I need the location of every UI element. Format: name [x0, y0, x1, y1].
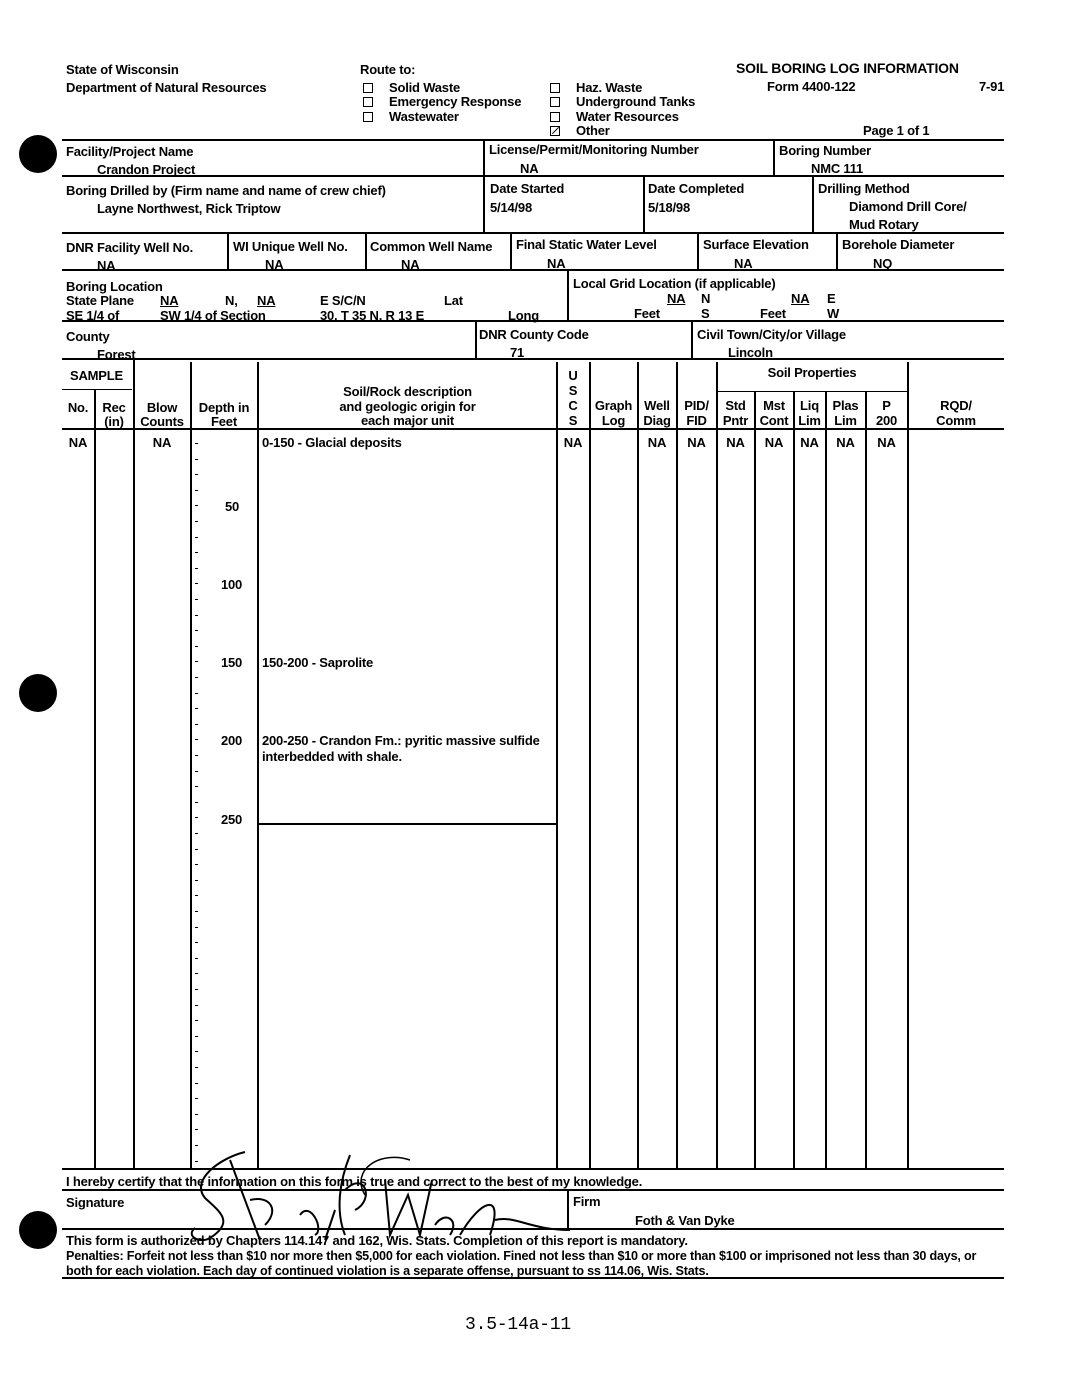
depth-tick — [195, 677, 198, 678]
boring-number-value: NMC 111 — [811, 161, 864, 176]
sample-label: SAMPLE — [70, 368, 123, 383]
col-rec-header-1: Rec — [102, 400, 126, 415]
form-title: SOIL BORING LOG INFORMATION — [736, 60, 959, 76]
row-uscs-value: NA — [563, 435, 583, 450]
borehole-diameter-label: Borehole Diameter — [842, 237, 955, 252]
depth-tick — [195, 661, 198, 662]
route-emergency-response: Emergency Response — [363, 94, 521, 109]
depth-tick — [195, 1051, 198, 1052]
col-p200-header-1: P — [882, 398, 891, 413]
depth-tick — [195, 568, 198, 569]
depth-tick — [195, 583, 198, 584]
depth-tick — [195, 927, 198, 928]
signature-label: Signature — [66, 1195, 125, 1210]
checkbox-icon — [550, 112, 560, 122]
depth-tick — [195, 630, 198, 631]
route-underground-tanks: Underground Tanks — [550, 94, 695, 109]
col-p200-header-2: 200 — [875, 413, 898, 428]
punch-hole-bottom — [19, 1211, 57, 1249]
depth-tick — [195, 552, 198, 553]
drilling-method-value-1: Diamond Drill Core/ — [849, 199, 967, 214]
route-solid-waste: Solid Waste — [363, 80, 460, 95]
row-liq-value: NA — [800, 435, 819, 450]
penalties-text-2: both for each violation. Each day of continued violation is a separate offense, pursuant to ss 114.06, Wis. Stats. — [66, 1264, 709, 1278]
state-plane-e-value: NA — [257, 293, 276, 308]
depth-tick — [195, 817, 198, 818]
section-value: 30, T 35 N, R 13 E — [320, 308, 425, 323]
col-rec-header-2: (in) — [104, 414, 124, 429]
boring-number-label: Boring Number — [779, 143, 872, 158]
drilling-method-label: Drilling Method — [818, 181, 910, 196]
depth-tick — [195, 895, 198, 896]
drilling-method-value-2: Mud Rotary — [849, 217, 919, 232]
col-well-header-1: Well — [644, 398, 670, 413]
col-graph-header-2: Log — [601, 413, 626, 428]
col-liq-header-2: Lim — [798, 413, 821, 428]
depth-tick — [195, 490, 198, 491]
depth-tick — [195, 599, 198, 600]
checkbox-icon — [550, 97, 560, 107]
depth-tick — [195, 880, 198, 881]
state-name: State of Wisconsin — [66, 62, 179, 77]
depth-tick — [195, 615, 198, 616]
page-code: 3.5-14a-11 — [465, 1315, 572, 1335]
grid-n-label: N — [701, 291, 711, 306]
grid-s-label: S — [701, 306, 710, 321]
page-number: Page 1 of 1 — [863, 123, 930, 138]
depth-tick — [195, 1083, 198, 1084]
static-water-label: Final Static Water Level — [516, 237, 657, 252]
state-plane-n-label: N, — [225, 293, 238, 308]
lat-label: Lat — [444, 293, 463, 308]
route-wastewater: Wastewater — [363, 109, 459, 124]
col-mst-header-2: Cont — [759, 413, 789, 428]
col-depth-header-2: Feet — [211, 414, 237, 429]
civil-town-value: Lincoln — [728, 345, 773, 360]
penalties-text-1: Penalties: Forfeit not less than $10 nor more then $5,000 for each violation. Fined not less than $10 or more than $100 or imprisoned not less than 30 days, or — [66, 1249, 977, 1263]
col-plas-header-2: Lim — [834, 413, 857, 428]
depth-tick — [195, 973, 198, 974]
col-uscs-header-c: C — [568, 398, 578, 413]
depth-tick — [195, 942, 198, 943]
department-name: Department of Natural Resources — [66, 80, 267, 95]
depth-tick — [195, 505, 198, 506]
grid-e-value: NA — [791, 291, 810, 306]
route-to-label: Route to: — [360, 62, 416, 77]
depth-tick — [195, 646, 198, 647]
depth-tick — [195, 537, 198, 538]
col-liq-header-1: Liq — [800, 398, 819, 413]
dnr-county-code-value: 71 — [510, 345, 525, 360]
state-plane-label: State Plane — [66, 293, 134, 308]
form-number: Form 4400-122 — [767, 79, 856, 94]
firm-value: Foth & Van Dyke — [635, 1213, 735, 1228]
row-plas-value: NA — [836, 435, 855, 450]
long-label: Long — [508, 308, 539, 323]
col-uscs-header-s1: S — [568, 383, 578, 398]
punch-hole-middle — [19, 674, 57, 712]
quarter-label-2: SW 1/4 of Section — [160, 308, 266, 323]
grid-feet-label-2: Feet — [760, 306, 786, 321]
col-desc-header-3: each major unit — [360, 413, 455, 428]
grid-w-label: W — [827, 306, 840, 321]
col-mst-header-1: Mst — [763, 398, 785, 413]
route-other: Other — [550, 123, 610, 138]
depth-tick — [195, 989, 198, 990]
authorization-text: This form is authorized by Chapters 114.147 and 162, Wis. Stats. Completion of this report is mandatory. — [66, 1233, 688, 1248]
depth-mark-250: 250 — [221, 812, 243, 827]
signature-image — [150, 1140, 570, 1250]
checkbox-icon — [550, 83, 560, 93]
date-completed-value: 5/18/98 — [648, 200, 690, 215]
depth-tick — [195, 958, 198, 959]
col-well-header-2: Diag — [643, 413, 671, 428]
unit-crandon-line-1: 200-250 - Crandon Fm.: pyritic massive sulfide — [262, 733, 540, 748]
col-plas-header-1: Plas — [832, 398, 859, 413]
col-rqd-header-1: RQD/ — [940, 398, 972, 413]
common-name-value: NA — [401, 257, 420, 272]
depth-tick — [195, 864, 198, 865]
wi-unique-value: NA — [265, 257, 284, 272]
soil-properties-label: Soil Properties — [767, 365, 857, 380]
borehole-diameter-value: NQ — [873, 256, 893, 271]
row-blow-value: NA — [152, 435, 172, 450]
surface-elevation-value: NA — [734, 256, 753, 271]
depth-mark-50: 50 — [225, 499, 240, 514]
checked-checkbox-icon — [550, 126, 560, 136]
route-haz-waste: Haz. Waste — [550, 80, 642, 95]
col-pid-header-1: PID/ — [684, 398, 709, 413]
boring-location-label: Boring Location — [66, 279, 163, 294]
col-pid-header-2: FID — [686, 413, 707, 428]
license-label: License/Permit/Monitoring Number — [489, 142, 699, 157]
local-grid-label: Local Grid Location (if applicable) — [573, 276, 776, 291]
depth-mark-150: 150 — [221, 655, 243, 670]
row-p200-value: NA — [877, 435, 896, 450]
col-desc-header-2: and geologic origin for — [339, 399, 476, 414]
certification-text: I hereby certify that the information on this form is true and correct to the best of my knowledge. — [66, 1174, 643, 1189]
wi-unique-label: WI Unique Well No. — [233, 239, 348, 254]
depth-tick — [195, 459, 198, 460]
unit-saprolite: 150-200 - Saprolite — [262, 655, 374, 670]
col-uscs-header-u: U — [568, 368, 578, 383]
county-label: County — [66, 329, 110, 344]
dnr-well-label: DNR Facility Well No. — [66, 240, 194, 255]
depth-tick — [195, 755, 198, 756]
grid-e-label: E — [827, 291, 836, 306]
dnr-county-code-label: DNR County Code — [479, 327, 589, 342]
row-mst-value: NA — [764, 435, 784, 450]
state-plane-e-label: E S/C/N — [320, 293, 366, 308]
common-name-label: Common Well Name — [370, 239, 493, 254]
depth-tick — [195, 833, 198, 834]
punch-hole-top — [19, 135, 57, 173]
row-pid-value: NA — [687, 435, 706, 450]
row-well-value: NA — [647, 435, 667, 450]
depth-mark-100: 100 — [221, 577, 243, 592]
col-no-header: No. — [67, 400, 89, 415]
checkbox-icon — [363, 83, 373, 93]
checkbox-icon — [363, 97, 373, 107]
depth-tick — [195, 1098, 198, 1099]
depth-tick — [195, 1067, 198, 1068]
col-desc-header-1: Soil/Rock description — [343, 384, 472, 399]
col-depth-header-1: Depth in — [198, 400, 250, 415]
depth-tick — [195, 802, 198, 803]
route-water-resources: Water Resources — [550, 109, 679, 124]
row-no-value: NA — [68, 435, 88, 450]
col-std-header-2: Pntr — [722, 413, 749, 428]
dnr-well-value: NA — [97, 258, 116, 273]
checkbox-icon — [363, 112, 373, 122]
civil-town-label: Civil Town/City/or Village — [697, 327, 846, 342]
row-std-value: NA — [726, 435, 745, 450]
grid-feet-label-1: Feet — [634, 306, 660, 321]
static-water-value: NA — [547, 256, 566, 271]
license-value: NA — [520, 161, 539, 176]
firm-label: Firm — [573, 1194, 601, 1209]
unit-crandon-line-2: interbedded with shale. — [262, 749, 402, 764]
depth-mark-200: 200 — [221, 733, 243, 748]
grid-n-value: NA — [667, 291, 686, 306]
drilled-by-value: Layne Northwest, Rick Triptow — [97, 201, 281, 216]
date-started-value: 5/14/98 — [490, 200, 532, 215]
col-rqd-header-2: Comm — [936, 413, 976, 428]
depth-tick — [195, 724, 198, 725]
col-blow-header-1: Blow — [146, 400, 178, 415]
quarter-label-1: SE 1/4 of — [66, 308, 120, 323]
col-blow-header-2: Counts — [140, 414, 184, 429]
drilled-by-label: Boring Drilled by (Firm name and name of crew chief) — [66, 183, 386, 198]
depth-tick — [195, 771, 198, 772]
depth-tick — [195, 1129, 198, 1130]
col-std-header-1: Std — [725, 398, 746, 413]
date-started-label: Date Started — [490, 181, 565, 196]
depth-tick — [195, 1114, 198, 1115]
unit-glacial-deposits: 0-150 - Glacial deposits — [262, 435, 402, 450]
facility-value: Crandon Project — [97, 162, 196, 177]
depth-tick — [195, 693, 198, 694]
depth-tick — [195, 443, 198, 444]
form-revision: 7-91 — [979, 79, 1005, 94]
depth-tick — [195, 1036, 198, 1037]
col-graph-header-1: Graph — [594, 398, 633, 413]
date-completed-label: Date Completed — [648, 181, 745, 196]
depth-tick — [195, 1005, 198, 1006]
depth-tick — [195, 739, 198, 740]
depth-tick — [195, 786, 198, 787]
depth-tick — [195, 849, 198, 850]
depth-tick — [195, 474, 198, 475]
depth-tick — [195, 1020, 198, 1021]
facility-label: Facility/Project Name — [66, 144, 194, 159]
depth-tick — [195, 911, 198, 912]
county-value: Forest — [97, 347, 136, 362]
depth-tick — [195, 521, 198, 522]
state-plane-n-value: NA — [160, 293, 179, 308]
surface-elevation-label: Surface Elevation — [703, 237, 809, 252]
depth-tick — [195, 708, 198, 709]
col-uscs-header-s2: S — [568, 413, 578, 428]
